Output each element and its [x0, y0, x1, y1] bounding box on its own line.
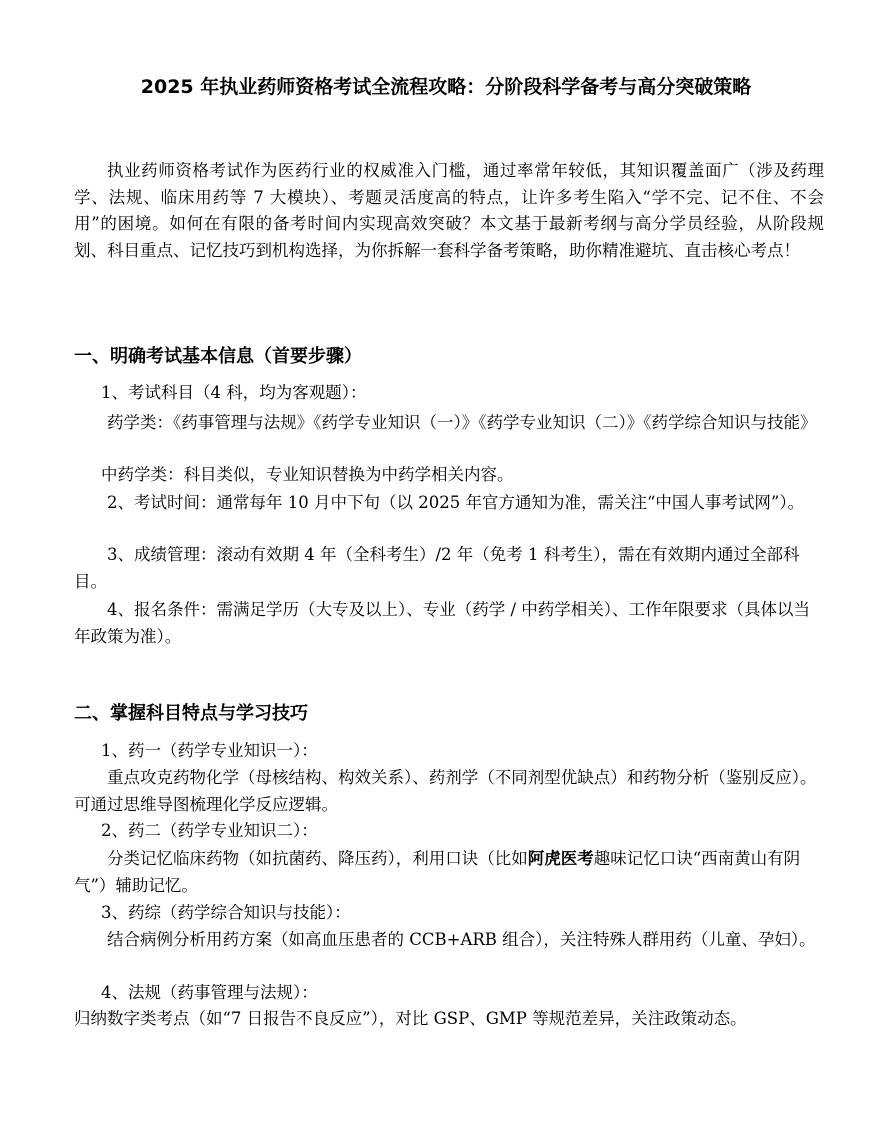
section1-item3: 3、成绩管理：滚动有效期 4 年（全科考生）/2 年（免考 1 科考生），需在有效期内通过全部科目。: [74, 545, 800, 591]
section1-item4: 4、报名条件：需满足学历（大专及以上）、专业（药学 / 中药学相关）、工作年限要求（具体以当年政策为准）。: [74, 600, 811, 646]
section2-item1: 1、药一（药学专业知识一）：: [101, 741, 318, 760]
section1-heading: 一、明确考试基本信息（首要步骤）: [74, 346, 362, 367]
section2-item3: 3、药综（药学综合知识与技能）：: [101, 903, 351, 922]
section2-item2-detail-pre: 分类记忆临床药物（如抗菌药、降压药），利用口诀（比如: [107, 849, 528, 868]
intro-paragraph: 执业药师资格考试作为医药行业的权威准入门槛，通过率常年较低，其知识覆盖面广（涉及药理学、法规、临床用药等 7 大模块）、考题灵活度高的特点，让许多考生陷入“学不完、记不住、不会用”的困境。如何在有限的备考时间内实现高效突破？本文基于最新考纲与高分学员经验，从阶段规划、科目重点、记忆技巧到机构选择，为你拆解一套科学备考策略，助你精准避坑、直击核心考点！: [74, 161, 824, 260]
section1-item1: 1、考试科目（4 科，均为客观题）：: [101, 383, 367, 402]
section1-item2: 2、考试时间：通常每年 10 月中下旬（以 2025 年官方通知为准，需关注“中国人事考试网”）。: [107, 493, 805, 512]
section2-heading: 二、掌握科目特点与学习技巧: [74, 703, 308, 724]
section2-item3-detail: 结合病例分析用药方案（如高血压患者的 CCB+ARB 组合），关注特殊人群用药（儿童、孕妇）。: [107, 930, 816, 949]
section1-item1-detail-tcm: 中药学类：科目类似，专业知识替换为中药学相关内容。: [101, 465, 514, 484]
section2-item4-detail: 归纳数字类考点（如“7 日报告不良反应”），对比 GSP、GMP 等规范差异，关注政策动态。: [74, 1009, 747, 1028]
brand-highlight: 阿虎医考: [527, 849, 594, 868]
section1-item1-detail-pharmacy: 药学类：《药事管理与法规》《药学专业知识（一）》《药学专业知识（二）》《药学综合知识与技能》: [107, 413, 817, 432]
section2-item2-detail-post: 趣味记忆口诀“西南黄山有阴气”）辅助记忆。: [74, 849, 801, 895]
section2-item2: 2、药二（药学专业知识二）：: [101, 821, 318, 840]
section2-item4: 4、法规（药事管理与法规）：: [101, 983, 318, 1002]
document-title: 2025 年执业药师资格考试全流程攻略：分阶段科学备考与高分突破策略: [140, 76, 752, 98]
section2-item1-detail: 重点攻克药物化学（母核结构、构效关系）、药剂学（不同剂型优缺点）和药物分析（鉴别反应）。可通过思维导图梳理化学反应逻辑。: [74, 768, 817, 814]
section2-item2-detail: [74, 846, 824, 899]
